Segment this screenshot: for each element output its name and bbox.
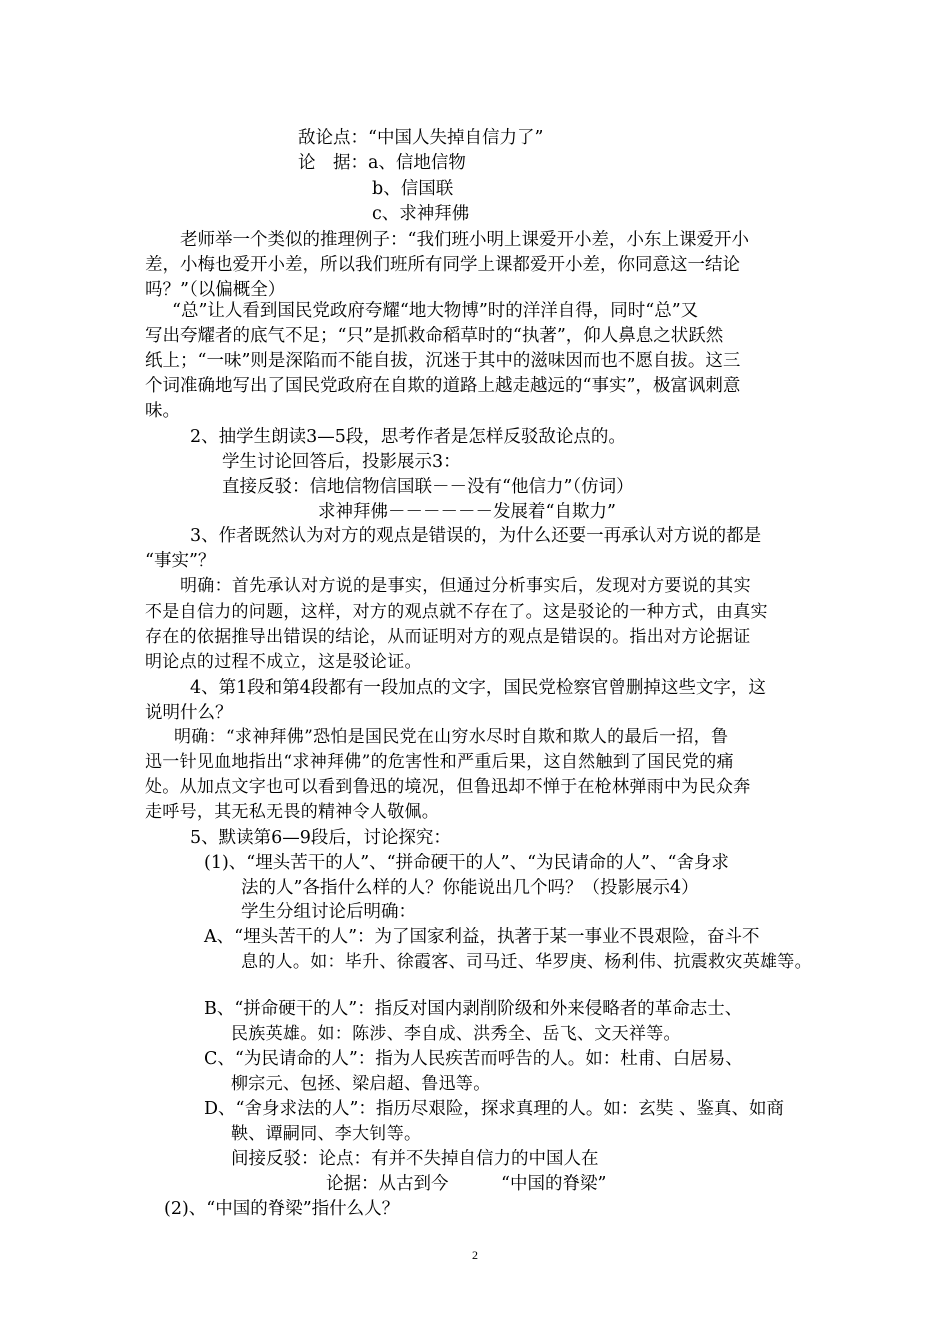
indirect-rebuttal: 间接反驳：论点：有并不失掉自信力的中国人在 bbox=[231, 1149, 599, 1169]
answer-line: 处。从加点文字也可以看到鲁迅的境况，但鲁迅却不惮于在枪林弹雨中为民众奔 bbox=[145, 777, 751, 797]
question-4: 4、第1段和第4段都有一段加点的文字，国民党检察官曾删掉这些文字，这 bbox=[190, 678, 766, 698]
paragraph-line: “总”让人看到国民党政府夸耀“地大物博”时的洋洋自得，同时“总”又 bbox=[172, 301, 699, 321]
item-a-cont: 息的人。如：毕升、徐霞客、司马迁、华罗庚、杨利伟、抗震救灾英雄等。 bbox=[241, 952, 812, 972]
paragraph-line: 纸上；“一味”则是深陷而不能自拔，沉迷于其中的滋味因而也不愿自拔。这三 bbox=[145, 351, 741, 371]
paragraph-line: 老师举一个类似的推理例子：“我们班小明上课爱开小差，小东上课爱开小 bbox=[180, 230, 749, 250]
paragraph-line: 直接反驳：信地信物信国联－－没有“他信力”（仿词） bbox=[222, 477, 634, 497]
item-b: B、“拼命硬干的人”：指反对国内剥削阶级和外来侵略者的革命志士、 bbox=[204, 999, 743, 1019]
paragraph-line: 个词准确地写出了国民党政府在自欺的道路上越走越远的“事实”，极富讽刺意 bbox=[145, 376, 741, 396]
indirect-rebuttal-evidence: 论据：从古到今 “中国的脊梁” bbox=[326, 1174, 607, 1194]
page-number: 2 bbox=[472, 1248, 478, 1262]
item-a: A、“埋头苦干的人”：为了国家利益，执著于某一事业不畏艰险，奋斗不 bbox=[204, 927, 760, 947]
paragraph-line: 法的人”各指什么样的人？你能说出几个吗？（投影展示4） bbox=[241, 878, 699, 898]
item-c-cont: 柳宗元、包拯、梁启超、鲁迅等。 bbox=[231, 1074, 491, 1094]
paragraph-line: 差，小梅也爱开小差，所以我们班所有同学上课都爱开小差，你同意这一结论 bbox=[145, 255, 740, 275]
argument-line-c: c、求神拜佛 bbox=[372, 204, 470, 224]
paragraph-line: 吗？”（以偏概全） bbox=[145, 280, 286, 300]
argument-line-a: 论 据：a、信地信物 bbox=[298, 153, 466, 173]
answer-line: 不是自信力的问题，这样，对方的观点就不存在了。这是驳论的一种方式，由真实 bbox=[145, 602, 768, 622]
paragraph-line: 学生分组讨论后明确： bbox=[241, 902, 416, 922]
answer-line: 存在的依据推导出错误的结论，从而证明对方的观点是错误的。指出对方论据证 bbox=[145, 627, 751, 647]
paragraph-line: “事实”？ bbox=[145, 551, 216, 571]
item-d: D、“舍身求法的人”：指历尽艰险，探求真理的人。如：玄奘 、鉴真、如商 bbox=[204, 1099, 784, 1119]
argument-line-b: b、信国联 bbox=[372, 179, 454, 199]
answer-line: 明确：首先承认对方说的是事实，但通过分析事实后，发现对方要说的其实 bbox=[180, 576, 751, 596]
question-2: 2、抽学生朗读3—5段，思考作者是怎样反驳敌论点的。 bbox=[190, 427, 626, 447]
question-3: 3、作者既然认为对方的观点是错误的，为什么还要一再承认对方说的都是 bbox=[190, 526, 762, 546]
paragraph-line: 求神拜佛－－－－－－发展着“自欺力” bbox=[318, 502, 616, 522]
question-5-2: (2)、“中国的脊梁”指什么人？ bbox=[164, 1199, 400, 1219]
item-d-cont: 鞅、谭嗣同、李大钊等。 bbox=[231, 1124, 422, 1144]
item-b-cont: 民族英雄。如：陈涉、李自成、洪秀全、岳飞、文天祥等。 bbox=[231, 1024, 681, 1044]
paragraph-line: 说明什么？ bbox=[145, 703, 233, 723]
paragraph-line: 写出夸耀者的底气不足；“只”是抓救命稻草时的“执著”，仰人鼻息之状跃然 bbox=[145, 326, 724, 346]
answer-line: 走呼号，其无私无畏的精神令人敬佩。 bbox=[145, 802, 440, 822]
enemy-thesis-line: 敌论点：“中国人失掉自信力了” bbox=[298, 128, 544, 148]
answer-line: 迅一针见血地指出“求神拜佛”的危害性和严重后果，这自然触到了国民党的痛 bbox=[145, 752, 734, 772]
paragraph-line: (1)、“埋头苦干的人”、“拼命硬干的人”、“为民请命的人”、“舍身求 bbox=[204, 853, 729, 873]
paragraph-line: 味。 bbox=[145, 401, 180, 421]
item-c: C、“为民请命的人”：指为人民疾苦而呼告的人。如：杜甫、白居易、 bbox=[204, 1049, 743, 1069]
answer-line: 明论点的过程不成立，这是驳论证。 bbox=[145, 652, 422, 672]
paragraph-line: 学生讨论回答后，投影展示3： bbox=[222, 452, 461, 472]
question-5: 5、默读第6—9段后，讨论探究： bbox=[190, 828, 451, 848]
answer-line: 明确：“求神拜佛”恐怕是国民党在山穷水尽时自欺和欺人的最后一招，鲁 bbox=[174, 727, 729, 747]
